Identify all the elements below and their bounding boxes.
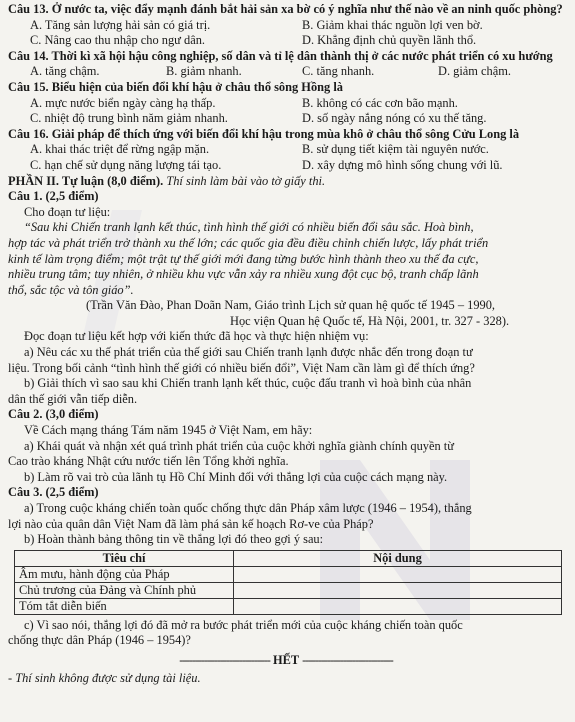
c1-quote-line: thổ, sắc tộc và tôn giáo”. bbox=[8, 282, 134, 297]
c1-quote bbox=[8, 220, 564, 298]
q15-stem: Câu 15. Biểu hiện của biến đổi khí hậu ở châu thổ sông Hồng là bbox=[8, 79, 343, 94]
table-cell-criteria: Tóm tắt diễn biến bbox=[15, 598, 234, 614]
end-marker: ----------------------------- HẾT ----------------------------- bbox=[179, 652, 393, 667]
q13-option-c: C. Nâng cao thu nhập cho ngư dân. bbox=[30, 33, 205, 48]
table-cell-content[interactable] bbox=[234, 598, 562, 614]
c3-part-a-line1: a) Trong cuộc kháng chiến toàn quốc chống thực dân Pháp xâm lược (1946 – 1954), thắng bbox=[24, 501, 472, 515]
part2-instruction: Thí sinh làm bài vào tờ giấy thi. bbox=[166, 173, 326, 188]
table-cell-content[interactable] bbox=[234, 582, 562, 598]
c3-heading: Câu 3. (2,5 điểm) bbox=[8, 485, 99, 500]
c3-info-table bbox=[14, 550, 562, 615]
part2-heading: PHẦN II. Tự luận (8,0 điểm). Thí sinh làm bài vào tờ giấy thi. bbox=[8, 173, 326, 188]
q16-option-b: B. sử dụng tiết kiệm tài nguyên nước. bbox=[302, 142, 489, 157]
q16-option-d: D. xây dựng mô hình sống chung với lũ. bbox=[302, 157, 503, 172]
c2-part-b: b) Làm rõ vai trò của lãnh tụ Hồ Chí Minh đối với thắng lợi của cuộc cách mạng này. bbox=[24, 469, 448, 484]
c1-quote-line: kinh tế làm trọng điểm; một trật tự thế giới mới đang từng bước hình thành theo xu thế đa cực, bbox=[8, 251, 479, 266]
c2-part-a-line1: a) Khái quát và nhận xét quá trình phát triển của cuộc khởi nghĩa giành chính quyền từ bbox=[24, 438, 454, 453]
q14-option-b: B. giảm nhanh. bbox=[166, 64, 242, 79]
c3-part-c-line1: c) Vì sao nói, thắng lợi đó đã mở ra bước phát triển mới của cuộc kháng chiến toàn quốc bbox=[24, 617, 463, 632]
table-row bbox=[15, 566, 562, 582]
c3-part-b: b) Hoàn thành bảng thông tin về thắng lợi đó theo gợi ý sau: bbox=[24, 532, 324, 547]
c1-source-line1: (Trần Văn Đào, Phan Doãn Nam, Giáo trình Lịch sử quan hệ quốc tế 1945 – 1990, bbox=[86, 298, 495, 313]
table-header-row bbox=[15, 550, 562, 566]
q15-option-d: D. số ngày nắng nóng có xu thế tăng. bbox=[302, 111, 487, 126]
c2-part-a-line2: Cao trào kháng Nhật cứu nước tiến lên Tổng khởi nghĩa. bbox=[8, 454, 289, 469]
c2-intro: Về Cách mạng tháng Tám năm 1945 ở Việt Nam, em hãy: bbox=[24, 423, 313, 438]
exam-note: - Thí sinh không được sử dụng tài liệu. bbox=[8, 670, 201, 685]
c1-heading: Câu 1. (2,5 điểm) bbox=[8, 189, 99, 204]
q13-option-b: B. Giảm khai thác nguồn lợi ven bờ. bbox=[302, 17, 483, 32]
q15-option-b: B. không có các cơn bão mạnh. bbox=[302, 95, 458, 110]
c1-part-a-line2: liệu. Trong bối cảnh “tình hình thế giới có nhiều biến đổi”, Việt Nam cần làm gì để thích ứng? bbox=[8, 360, 475, 375]
c1-quote-line: hợp tác và phát triển trở thành xu thế lớn; các quốc gia đều điều chỉnh chiến lược, lấy phát triển bbox=[8, 235, 489, 250]
table-cell-content[interactable] bbox=[234, 566, 562, 582]
q16-option-c: C. hạn chế sử dụng năng lượng tái tạo. bbox=[30, 157, 222, 172]
q16-option-a: A. khai thác triệt để rừng ngập mặn. bbox=[30, 142, 210, 157]
c2-heading: Câu 2. (3,0 điểm) bbox=[8, 407, 99, 422]
q13-option-d: D. Khẳng định chủ quyền lãnh thổ. bbox=[302, 33, 477, 48]
c1-part-b-line1: b) Giải thích vì sao sau khi Chiến tranh lạnh kết thúc, cuộc đấu tranh vì hoà bình của nhân bbox=[24, 376, 472, 391]
q14-option-d: D. giảm chậm. bbox=[438, 64, 511, 79]
table-cell-criteria: Âm mưu, hành động của Pháp bbox=[15, 566, 234, 582]
c1-source-line2: Học viện Quan hệ Quốc tế, Hà Nội, 2001, tr. 327 - 328). bbox=[230, 313, 510, 328]
q13-option-a: A. Tăng sản lượng hải sản có giá trị. bbox=[30, 17, 211, 32]
table-header-content: Nội dung bbox=[234, 550, 562, 566]
q14-option-c: C. tăng nhanh. bbox=[302, 64, 375, 79]
c1-part-a-line1: a) Nêu các xu thế phát triển của thế giới sau Chiến tranh lạnh được nhắc đến trong đoạn tư bbox=[24, 345, 473, 360]
c3-part-a-line2: lợi nào của quân dân Việt Nam đã làm phá sản kế hoạch Rơ-ve của Pháp? bbox=[8, 516, 374, 531]
q14-stem: Câu 14. Thời kì xã hội hậu công nghiệp, số dân và tỉ lệ dân thành thị ở các nước phát triển có xu hướng bbox=[8, 48, 553, 63]
q15-option-a: A. mực nước biển ngày càng hạ thấp. bbox=[30, 95, 216, 110]
table-cell-criteria: Chủ trương của Đảng và Chính phủ bbox=[15, 582, 234, 598]
table-row bbox=[15, 582, 562, 598]
end-label: HẾT bbox=[273, 652, 299, 667]
c1-part-b-line2: dân thế giới vẫn tiếp diễn. bbox=[8, 391, 138, 406]
q16-stem: Câu 16. Giải pháp để thích ứng với biến đổi khí hậu trong mùa khô ở châu thổ sông Cửu Long là bbox=[8, 126, 520, 141]
c3-part-c-line2: chống thực dân Pháp (1946 – 1954)? bbox=[8, 633, 191, 648]
q14-option-a: A. tăng chậm. bbox=[30, 64, 100, 79]
c1-task-intro: Đọc đoạn tư liệu kết hợp với kiến thức đã học và thực hiện nhiệm vụ: bbox=[24, 329, 369, 344]
q15-option-c: C. nhiệt độ trung bình năm giảm nhanh. bbox=[30, 111, 228, 126]
q13-stem: Câu 13. Ở nước ta, việc đẩy mạnh đánh bắt hải sản xa bờ có ý nghĩa như thế nào về an ninh quốc phòng? bbox=[8, 2, 563, 16]
table-row bbox=[15, 598, 562, 614]
c1-quote-line: nhiều trung tâm; tuy nhiên, ở nhiều khu vực vẫn xảy ra nhiều xung đột cục bộ, tranh chấp lãnh bbox=[8, 267, 479, 282]
c1-quote-line: “Sau khi Chiến tranh lạnh kết thúc, tình hình thế giới có nhiều biến đổi sâu sắc. Hoà bình, bbox=[24, 220, 474, 235]
table-header-criteria: Tiêu chí bbox=[15, 550, 234, 566]
c1-intro: Cho đoạn tư liệu: bbox=[24, 204, 111, 219]
